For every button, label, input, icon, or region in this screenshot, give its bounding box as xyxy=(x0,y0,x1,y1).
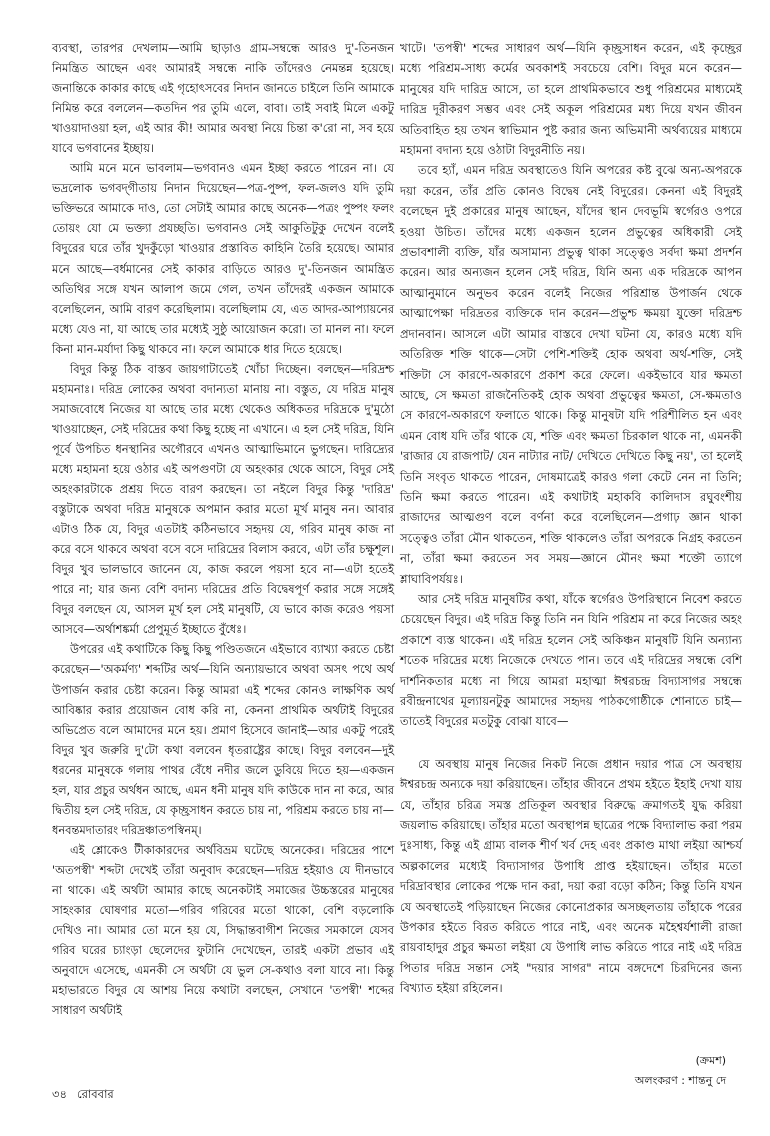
paragraph: খাটে। 'তপস্বী' শব্দের সাধারণ অর্থ—যিনি কৃচ্ছ্রসাধন করেন, এই কৃচ্ছ্রের মধ্যে পরিশ্রম-সাধ্য কর্মের অবকাশই সবচেয়ে বেশি। বিদুর মনে করেন—মানুষের যদি দারিদ্র আসে, তা হলে প্রাথমিকভাবে শুধু পরিশ্রমের মাধ্যমেই দারিদ্র দূরীকরণ সম্ভব এবং সেই অকূল পরিশ্রমের মধ্য দিয়ে যখন জীবন অতিবাহিত হয় তখন স্বাভিমান পুষ্ট করার জন্য অভিমানী অর্থব্যয়ের মাধ্যমে মহামনা বদান্য হয়ে ওঠাটা বিদুরনীতি নয়। xyxy=(400,41,742,158)
page-number: ৩৪ xyxy=(52,1087,67,1101)
paragraph: তবে হ্যাঁ, এমন দরিদ্র অবস্থাতেও যিনি অপরের কষ্ট বুঝে অন্য-অপরকে দয়া করেন, তাঁর প্রতি কোনও বিদ্বেষ নেই বিদুরের। কেননা এই বিদুরই বলেছেন দুই প্রকারের মানুষ আছেন, যাঁদের স্থান দেবভূমি স্বর্গেরও ওপরে হওয়া উচিত। তাঁদের মধ্যে একজন হলেন প্রভুত্বের অধিকারী সেই প্রভাবশালী ব্যক্তি, যাঁর অসামান্য প্রভুত্ব থাকা সত্ত্বেও সর্বদা ক্ষমা প্রদর্শন করেন। আর অন্যজন হলেন সেই দরিদ্র, যিনি অন্য এক দরিদ্রকে আপন আত্মানুমানে অনুভব করেন বলেই নিজের পরিশ্রান্ত উপার্জন থেকে আত্মাপেক্ষা দরিদ্রতর ব্যক্তিকে দান করেন—প্রভুশ্চ ক্ষময়া যুক্তো দরিদ্রশ্চ প্রদানবান। আসলে এটা আমার বাস্তবে দেখা ঘটনা যে, কারও মধ্যে যদি অতিরিক্ত শক্তি থাকে—সেটা পেশি-শক্তিই হোক অথবা অর্থ-শক্তি, সেই শক্তিটা সে কারণে-অকারণে প্রকাশ করে ফেলে। একইভাবে যার ক্ষমতা আছে, সে ক্ষমতা রাজনৈতিকই হোক অথবা প্রভুত্বের ক্ষমতা, সে-ক্ষমতাও সে কারণে-অকারণে ফলাতে থাকে। কিন্তু মানুষটা যদি পরিশীলিত হন এবং এমন বোধ যদি তাঁর থাকে যে, শক্তি এবং ক্ষমতা চিরকাল থাকে না, এমনকী 'রাজার যে রাজপাট/ যেন নাট্যার নাট/ দেখিতে দেখিতে কিছু নয়', তা হলেই তিনি সংবৃত থাকতে পারেন, দোষমাত্রেই কারও গলা কেটে নেন না তিনি; তিনি ক্ষমা করতে পারেন। এই কথাটাই মহাকবি কালিদাস রঘুবংশীয় রাজাদের আত্মগুণ বলে বর্ণনা করে বলেছিলেন—প্রগাঢ় জ্ঞান থাকা সত্ত্বেও তাঁরা মৌন থাকতেন, শক্তি থাকলেও তাঁরা অপরকে নিগ্রহ করতেন না, তাঁরা ক্ষমা করতেন সব সময়—জ্ঞানে মৌনং ক্ষমা শক্তৌ ত্যাগে শ্লাঘাবিপর্যয়ঃ। xyxy=(400,163,742,586)
paragraph: আর সেই দরিদ্র মানুষটির কথা, যাঁকে স্বর্গেরও উপরিস্থানে নিবেশ করতে চেয়েছেন বিদুর। এই দরিদ্র কিন্তু তিনি নন যিনি পরিশ্রম না করে নিজের অহং প্রকাশে ব্যস্ত থাকেন। এই দরিদ্র হলেন সেই অকিঞ্চন মানুষটি যিনি অন্যান্য শতেক দরিদ্রের মধ্যে নিজেকে দেখতে পান। তবে এই দরিদ্রের সম্বন্ধে বেশি দার্শনিকতার মধ্যে না গিয়ে আমরা মহাত্মা ঈশ্বরচন্দ্র বিদ্যাসাগর সম্বন্ধে রবীন্দ্রনাথের মূল্যায়নটুকু আমাদের সহৃদয় পাঠকগোষ্ঠীকে শোনাতে চাই—তাতেই বিদুরের মতটুকু বোঝা যাবে— xyxy=(400,591,742,729)
paragraph: উপরের এই কথাটিকে কিছু কিছু পণ্ডিতজনে এইভাবে ব্যাখ্যা করতে চেষ্টা করেছেন—'অকর্মণ্য' শব্দটির অর্থ—যিনি অন্যায়ভাবে অথবা অসৎ পথে অর্থ উপার্জন করার চেষ্টা করেন। কিন্তু আমরা এই শব্দের কোনও লাক্ষণিক অর্থ আবিষ্কার করার প্রয়োজন বোধ করি না, কেননা প্রাথমিক অর্থটাই বিদুরের অভিপ্রেত বলে আমাদের মনে হয়। প্রমাণ হিসেবে জানাই—আর একটু পরেই বিদুর খুব জরুরি দু'টো কথা বলবেন ধৃতরাষ্ট্রের কাছে। বিদুর বলবেন—দুই ধরনের মানুষকে গলায় পাথর বেঁধে নদীর জলে ডুবিয়ে দিতে হয়—একজন হল, যার প্রচুর অর্থধন আছে, এমন ধনী মানুষ যদি কাউকে দান না করে, আর দ্বিতীয় হল সেই দরিদ্র, যে কৃচ্ছ্রসাধন করতে চায় না, পরিশ্রম করতে চায় না—ধনবন্তমদাতারং দরিদ্রঞ্চাতপস্বিনম্‌। xyxy=(52,642,394,837)
paragraph: ব্যবস্থা, তারপর দেখলাম—আমি ছাড়াও গ্রাম-সম্বন্ধে আরও দু'-তিনজন নিমন্ত্রিত আছেন এবং আমারই সম্বন্ধে নাকি তাঁদেরও নেমন্তন্ন হয়েছে। জনান্তিকে কাকার কাছে এই গৃহোৎসবের নিদান জানতে চাইলে তিনি আমাকে নিমিন্ত করে বললেন—কতদিন পর তুমি এলে, বাবা। তাই সবাই মিলে একটু খাওয়াদাওয়া হল, এই আর কী! আমার অবস্থা নিয়ে চিন্তা ক'রো না, সব হয়ে যাবে ভগবানের ইচ্ছায়। xyxy=(52,41,394,156)
block-quote: যে অবস্থায় মানুষ নিজের নিকট নিজে প্রধান দয়ার পাত্র সে অবস্থায় ঈশ্বরচন্দ্র অন্যকে দয়া করিয়াছেন। তাঁহার জীবনে প্রথম হইতে ইহাই দেখা যায় যে, তাঁহার চরিত্র সমস্ত প্রতিকূল অবস্থার বিরুদ্ধে ক্রমাগতই যুদ্ধ করিয়া জয়লাভ করিয়াছে। তাঁহার মতো অবস্থাপন্ন ছাত্রের পক্ষে বিদ্যালাভ করা পরম দুঃসাধ্য, কিন্তু এই গ্রাম্য বালক শীর্ণ খর্ব দেহ এবং প্রকাণ্ড মাথা লইয়া আশ্চর্য অল্পকালের মধ্যেই বিদ্যাসাগর উপাধি প্রাপ্ত হইয়াছেন। তাঁহার মতো দরিদ্রাবস্থার লোকের পক্ষে দান করা, দয়া করা বড়ো কঠিন; কিন্তু তিনি যখন যে অবস্থাতেই পড়িয়াছেন নিজের কোনোপ্রকার অসচ্ছলতায় তাঁহাকে পরের উপকার হইতে বিরত করিতে পারে নাই, এবং অনেক মহৈশ্বর্যশালী রাজা রায়বাহাদুর প্রচুর ক্ষমতা লইয়া যে উপাধি লাভ করিতে পারে নাই এই দরিদ্র পিতার দরিদ্র সন্তান সেই "দয়ার সাগর" নামে বঙ্গদেশে চিরদিনের জন্য বিখ্যাত হইয়া রহিলেন। xyxy=(400,756,742,996)
magazine-name: রোববার xyxy=(76,1087,114,1101)
paragraph: আমি মনে মনে ভাবলাম—ভগবানও এমন ইচ্ছা করতে পারেন না। যে ভদ্রলোক ভগবদ্‌গীতায় নিদান দিয়েছেন—পত্র-পুষ্প, ফল-জলও যদি তুমি ভক্তিভরে আমাকে দাও, তো সেটাই আমার কাছে অনেক—পত্রং পুষ্পং ফলং তোয়ং যো মে ভক্ত্যা প্রযচ্ছতি। ভগবানও সেই আকুতিটুকু দেখেন বলেই বিদুরের ঘরে তাঁর খুদকুঁড়ো খাওয়ার প্রস্তাবিত কাহিনি তৈরি হয়েছে। আমার মনে আছে—বর্ধমানের সেই কাকার বাড়িতে আরও দু'-তিনজন আমন্ত্রিত অতিথির সঙ্গে যখন আলাপ জমে গেল, তখন তাঁদেরই একজন আমাকে বলেছিলেন, আমি বারণ করেছিলাম। বলেছিলাম যে, এত আদর-আপ্যায়নের মধ্যে যেও না, যা আছে তার মধ্যেই সুষ্ঠু আয়োজন করো। তা মানল না। ফলে কিনা মান-মর্যাদা কিছু থাকবে না। ফলে আমাকে ধার দিতে হয়েছে। xyxy=(52,161,394,356)
paragraph: এই শ্লোকেও টীকাকারদের অর্থবিভ্রম ঘটেছে অনেকের। দরিদ্রের পাশে 'অতপস্বী' শব্দটা দেখেই তাঁরা অনুবাদ করেছেন—দরিদ্র হইয়াও যে দীনভাবে না থাকে। এই অর্থটা আমার কাছে অনেকটাই সমাজের উচ্চস্তরের মানুষের সাহংকার ঘোষণার মতো—গরিব গরিবের মতো থাকো, বেশি বড়লোকি দেখিও না। আমার তো মনে হয় যে, সিদ্ধান্তবাগীশ নিজের সমকালে যেসব গরিব ঘরের চ্যাংড়া ছেলেদের ফুটানি দেখেছেন, তারই একটা প্রভাব এই অনুবাদে এসেছে, এমনকী সে অর্থটা যে ভুল সে-কথাও বলা যাবে না। কিন্তু মহাভারতে বিদুর যে আশয় নিয়ে কথাটা বলছেন, সেখানে 'তপস্বী' শব্দের সাধারণ অর্থটাই xyxy=(52,842,394,1018)
left-column xyxy=(52,38,394,1020)
illustration-credit: অলংকরণ : শান্তনু দে xyxy=(634,1074,726,1087)
right-column xyxy=(400,38,742,999)
to-be-continued-mark: (ক্রমশ) xyxy=(695,1054,726,1067)
paragraph: বিদুর কিন্তু ঠিক বাস্তব জায়গাটাতেই খোঁচা দিচ্ছেন। বলছেন—দরিদ্রশ্চ মহামনাঃ। দরিদ্র লোকের অথবা বদান্যতা মানায় না। বস্তুত, যে দরিদ্র মানুষ সমাজবোধে নিজের যা আছে তার মধ্যে থেকেও অধিকতর দরিদ্রকে দু'মুঠো খাওয়াচ্ছেন, সেই দরিদ্রের কথা কিছু হচ্ছে না এখানে। এ হল সেই দরিদ্র, যিনি পূর্বে উপচিত ধনস্থানির অগৌরবে এখনও আত্মাভিমানে ভুগছেন। দারিদ্র্যের মধ্যে মহামনা হয়ে ওঠার এই অপগুণটা যে অহংকার থেকে আসে, বিদুর সেই অহংকারটাকে প্রশ্রয় দিতে বারণ করছেন। তা নইলে বিদুর কিন্তু 'দারিদ্র' বস্তুটাকে অথবা দরিদ্র মানুষকে অপমান করার মতো মূর্খ মানুষ নন। আবার এটাও ঠিক যে, বিদুর এতটাই কঠিনভাবে সহৃদয় যে, গরিব মানুষ কাজ না করে বসে থাকবে অথবা বসে বসে দারিদ্রের বিলাস করবে, এটা তাঁর চক্ষুশূল। বিদুর খুব ভালভাবে জানেন যে, কাজ করলে পয়সা হবে না—এটা হতেই পারে না; যার জন্য বেশি বদান্য দরিদ্রের প্রতি বিদ্বেষপূর্ণ করার সঙ্গে সঙ্গেই বিদুর বলছেন যে, আসল মূর্খ হল সেই মানুষটি, যে ভাবে কাজ করেও পয়সা আসবে—অর্থাশঙ্কর্মা প্রেপুমূর্ত ইচ্ছাতে বুঁধেঃ। xyxy=(52,361,394,637)
page-footer xyxy=(52,1086,114,1105)
